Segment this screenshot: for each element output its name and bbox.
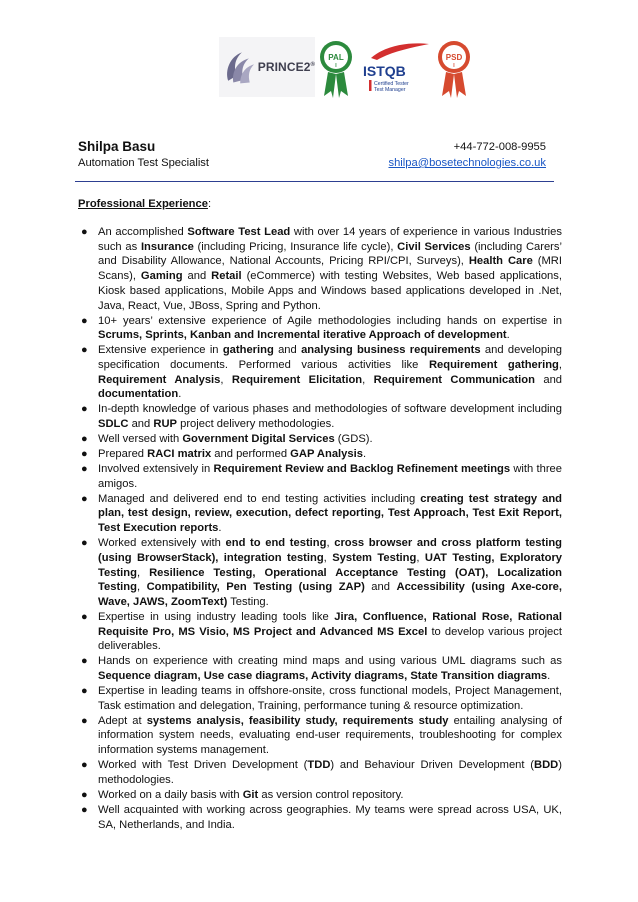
experience-text: Worked on a daily basis with bbox=[98, 788, 243, 801]
experience-text: Prepared bbox=[98, 448, 148, 461]
experience-bold-text: Resilience Testing, Operational Acceptance Testing (OAT), Localization Testing bbox=[98, 566, 563, 594]
experience-text: Worked extensively with bbox=[98, 537, 226, 550]
experience-item bbox=[78, 402, 562, 431]
experience-bold-text: Accessibility (using Axe-core, Wave, JAWS, ZoomText) bbox=[98, 581, 563, 608]
bullet-icon: ● bbox=[81, 403, 88, 416]
header-divider bbox=[75, 181, 554, 182]
experience-item bbox=[78, 492, 562, 536]
bullet-icon: ● bbox=[81, 492, 88, 505]
experience-list bbox=[78, 225, 562, 833]
experience-bold-text: analysing business requirements bbox=[301, 344, 481, 357]
pal-level: I bbox=[335, 63, 337, 69]
experience-item bbox=[78, 654, 562, 683]
experience-bold-text: GAP Analysis bbox=[290, 448, 363, 461]
experience-item bbox=[78, 758, 562, 787]
experience-bold-text: Jira, Confluence, Rational Rose, Rational Requisite Pro, MS Visio, MS Project and Advanced MS Excel bbox=[98, 610, 562, 638]
bullet-icon: ● bbox=[81, 759, 88, 772]
experience-bold-text: Insurance bbox=[140, 240, 194, 253]
phone-number: +44-772-008-9955 bbox=[453, 141, 546, 153]
experience-item bbox=[78, 610, 562, 654]
experience-text: (including Carers’ and Disability Allowance, National Accounts, Pricing RPI/CPI, Surveys), bbox=[98, 240, 562, 268]
experience-bold-text: Requirement Communication bbox=[373, 373, 535, 386]
psd-label: PSD bbox=[445, 53, 463, 62]
experience-text: Well acquainted with working across geographies. My teams were spread across USA, UK, SA, Netherlands, and India. bbox=[98, 803, 562, 831]
experience-text: Involved extensively in bbox=[98, 463, 214, 476]
bullet-icon: ● bbox=[81, 803, 88, 816]
experience-text: ) methodologies. bbox=[98, 759, 562, 786]
experience-text: Worked with Test Driven Development ( bbox=[98, 759, 308, 772]
experience-bold-text: systems analysis, feasibility study, requirements study bbox=[146, 714, 449, 727]
experience-text: as version control repository. bbox=[258, 788, 404, 801]
experience-text: In-depth knowledge of various phases and methodologies of software development including bbox=[98, 403, 562, 416]
experience-bold-text: creating test strategy and plan, test design, review, execution, defect reporting, Test Approach, Test Exit Report, Test Execution reports bbox=[98, 492, 562, 535]
experience-bold-text: BDD bbox=[534, 759, 559, 772]
experience-item bbox=[78, 447, 562, 462]
section-heading-text: Professional Experience bbox=[78, 198, 208, 210]
experience-text: (MRI Scans), bbox=[98, 255, 562, 283]
bullet-icon: ● bbox=[81, 448, 88, 461]
experience-bold-text: RUP bbox=[153, 418, 177, 431]
istqb-line2: Test Manager bbox=[374, 87, 406, 93]
experience-bold-text: Requirement Review and Backlog Refinement meetings bbox=[213, 463, 511, 476]
istqb-accent-bar bbox=[369, 80, 372, 91]
bullet-icon: ● bbox=[81, 685, 88, 698]
experience-text: project delivery methodologies. bbox=[176, 418, 335, 431]
experience-bold-text: Gaming bbox=[140, 270, 183, 283]
experience-text: Testing. bbox=[227, 595, 269, 608]
experience-bold-text: end to end testing bbox=[225, 537, 327, 550]
experience-text: and bbox=[364, 581, 397, 594]
experience-text: , bbox=[136, 566, 150, 579]
experience-item bbox=[78, 788, 562, 803]
experience-bold-text: cross browser and cross platform testing (using BrowserStack), integration testing bbox=[98, 537, 562, 564]
experience-text: Extensive experience in bbox=[98, 344, 223, 357]
experience-item bbox=[78, 343, 562, 402]
experience-bold-text: UAT Testing, Exploratory Testing bbox=[98, 551, 563, 579]
candidate-title: Automation Test Specialist bbox=[78, 157, 210, 169]
experience-bold-text: Retail bbox=[211, 270, 242, 283]
experience-bold-text: Scrums, Sprints, Kanban and Incremental iterative Approach of development bbox=[98, 329, 507, 342]
experience-text: Expertise in leading teams in offshore-onsite, cross functional models, Project Management, Task estimation and delegation, Training, performance tuning & resource optimization. bbox=[98, 685, 562, 712]
experience-bold-text: Civil Services bbox=[397, 240, 471, 253]
experience-text: , bbox=[220, 373, 232, 386]
experience-text: Hands on experience with creating mind maps and using various UML diagrams such as bbox=[98, 655, 562, 668]
experience-text: to develop various project deliverables. bbox=[98, 625, 562, 653]
istqb-logo bbox=[357, 36, 435, 98]
experience-text: and performed bbox=[211, 448, 291, 461]
experience-text: with three amigos. bbox=[98, 463, 562, 490]
experience-item bbox=[78, 714, 562, 758]
experience-bold-text: Requirement Analysis bbox=[98, 373, 221, 386]
pal-label: PAL bbox=[328, 53, 344, 62]
experience-bold-text: SDLC bbox=[98, 418, 129, 431]
experience-text: and bbox=[273, 344, 302, 357]
bullet-icon: ● bbox=[81, 610, 88, 623]
bullet-icon: ● bbox=[81, 433, 88, 446]
experience-text: , bbox=[326, 537, 335, 550]
experience-text: , bbox=[558, 358, 562, 371]
experience-text: An accomplished bbox=[98, 226, 188, 238]
certification-logos bbox=[219, 34, 495, 100]
experience-bold-text: Compatibility, Pen Testing (using ZAP) bbox=[146, 581, 365, 594]
bullet-icon: ● bbox=[81, 655, 88, 668]
email-link[interactable]: shilpa@bosetechnologies.co.uk bbox=[388, 157, 546, 169]
experience-text: . bbox=[506, 329, 510, 342]
experience-text: and bbox=[534, 373, 563, 386]
experience-item bbox=[78, 536, 562, 610]
experience-text: Well versed with bbox=[98, 433, 183, 446]
section-heading-colon: : bbox=[207, 198, 212, 210]
bullet-icon: ● bbox=[81, 226, 88, 238]
bullet-icon: ● bbox=[81, 788, 88, 801]
experience-text: , bbox=[416, 551, 425, 564]
experience-text: and developing specification documents. Performed various activities like bbox=[98, 344, 563, 371]
bullet-icon: ● bbox=[81, 537, 88, 550]
experience-text: (eCommerce) with testing Websites, Web based applications, Kiosk based applications, Mobile Apps and Windows based applications developed in .Net, Java, React, Vue, JBoss, Spring and Python. bbox=[98, 270, 562, 312]
experience-text: with over 14 years of experience in various Industries such as bbox=[98, 226, 562, 253]
experience-text: . bbox=[218, 522, 222, 535]
psd-level: I bbox=[453, 63, 455, 69]
experience-text: 10+ years’ extensive experience of Agile methodologies including hands on expertise in bbox=[98, 314, 562, 327]
experience-item bbox=[78, 684, 562, 713]
experience-bold-text: TDD bbox=[307, 759, 331, 772]
prince2-swirl-icon bbox=[223, 45, 256, 89]
experience-text: . bbox=[362, 448, 367, 461]
experience-text: . bbox=[178, 388, 182, 401]
experience-bold-text: RACI matrix bbox=[147, 448, 212, 461]
experience-bold-text: gathering bbox=[222, 344, 274, 357]
bullet-icon: ● bbox=[81, 314, 88, 327]
experience-bold-text: Software Test Lead bbox=[187, 226, 291, 238]
experience-item bbox=[78, 225, 562, 313]
experience-text: , bbox=[136, 581, 147, 594]
experience-text: Managed and delivered end to end testing activities including bbox=[98, 492, 421, 505]
pal-badge-icon bbox=[319, 36, 353, 98]
experience-bold-text: Requirement gathering bbox=[428, 358, 559, 371]
experience-text: , bbox=[323, 551, 333, 564]
istqb-line1: Certified Tester bbox=[374, 81, 409, 87]
experience-text: ) and Behaviour Driven Development ( bbox=[330, 759, 535, 772]
section-heading bbox=[78, 198, 211, 210]
istqb-wordmark: ISTQB bbox=[363, 63, 406, 79]
experience-bold-text: System Testing bbox=[332, 551, 417, 564]
experience-text: (GDS). bbox=[334, 433, 373, 446]
experience-text: Adept at bbox=[98, 714, 147, 727]
experience-item bbox=[78, 432, 562, 447]
experience-item bbox=[78, 314, 562, 343]
experience-item bbox=[78, 803, 562, 832]
experience-text: Expertise in using industry leading tools like bbox=[98, 610, 335, 623]
psd-badge-icon bbox=[437, 36, 471, 98]
experience-text: (including Pricing, Insurance life cycle), bbox=[193, 240, 398, 253]
experience-bold-text: Requirement Elicitation bbox=[231, 373, 363, 386]
candidate-name: Shilpa Basu bbox=[78, 139, 156, 154]
experience-bold-text: documentation bbox=[98, 388, 179, 401]
experience-bold-text: Government Digital Services bbox=[182, 433, 335, 446]
experience-text: and bbox=[182, 270, 212, 283]
experience-text: and bbox=[128, 418, 154, 431]
prince2-logo bbox=[219, 37, 315, 97]
prince2-wordmark: PRINCE2® bbox=[257, 60, 315, 74]
experience-bold-text: Sequence diagram, Use case diagrams, Activity diagrams, State Transition diagrams bbox=[98, 670, 548, 683]
experience-item bbox=[78, 462, 562, 491]
bullet-icon: ● bbox=[81, 463, 88, 476]
experience-bold-text: Git bbox=[242, 788, 259, 801]
experience-bold-text: Health Care bbox=[468, 255, 533, 268]
experience-text: , bbox=[362, 373, 374, 386]
experience-text: entailing analysing of information system needs, evaluating end-user requirements, troubleshooting for complex information systems management. bbox=[98, 714, 562, 757]
bullet-icon: ● bbox=[81, 344, 88, 357]
experience-text: . bbox=[547, 670, 551, 683]
bullet-icon: ● bbox=[81, 714, 88, 727]
